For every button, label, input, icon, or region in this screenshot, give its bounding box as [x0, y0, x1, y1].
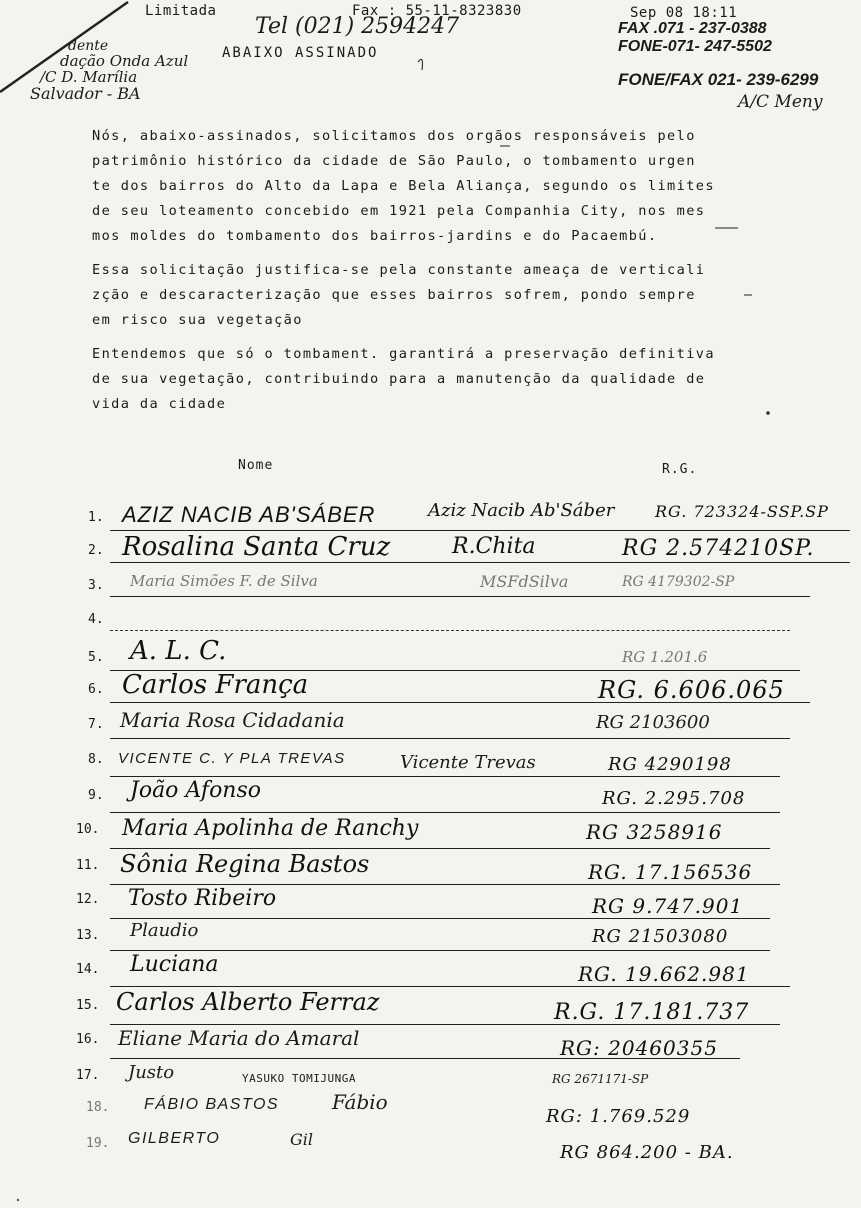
rg-number: R.G. 17.181.737	[554, 1000, 750, 1025]
document-title: ABAIXO ASSINADO	[222, 45, 379, 61]
row-number: 18.	[86, 1100, 110, 1115]
rg-number: RG 4290198	[608, 754, 732, 775]
signer-name: Maria Rosa Cidadania	[120, 708, 345, 732]
body-line: Essa solicitação justifica-se pela constante ameaça de verticali	[92, 262, 706, 278]
signer-name: GILBERTO	[128, 1130, 221, 1147]
rg-number: RG 1.201.6	[622, 648, 708, 666]
rg-number: RG. 6.606.065	[598, 676, 785, 704]
signer-name: Eliane Maria do Amaral	[118, 1026, 360, 1050]
signer-name: João Afonso	[130, 778, 262, 803]
row-number: 15.	[76, 998, 100, 1013]
row-number: 11.	[76, 858, 100, 873]
signature: Aziz Nacib Ab'Sáber	[428, 500, 615, 521]
sender-line-4: Salvador - BA	[30, 84, 141, 103]
body-line: Entendemos que só o tombament. garantirá a preservação definitiva	[92, 346, 715, 362]
sender-line-2: dação Onda Azul	[60, 52, 189, 70]
signer-name: AZIZ NACIB AB'SÁBER	[122, 502, 376, 527]
row-number: 19.	[86, 1136, 110, 1151]
signer-name: Maria Simões F. de Silva	[130, 572, 318, 590]
body-line: de seu loteamento concebido em 1921 pela Companhia City, nos mes	[92, 203, 706, 219]
signer-name: Sônia Regina Bastos	[120, 850, 370, 878]
row-number: 3.	[88, 578, 104, 593]
body-line: em risco sua vegetação	[92, 312, 303, 328]
row-number: 14.	[76, 962, 100, 977]
body-line: vida da cidade	[92, 396, 227, 412]
signature: Fábio	[332, 1090, 388, 1114]
attention-handwritten: A/C Meny	[738, 92, 823, 112]
signer-name: Luciana	[130, 952, 219, 977]
signature: R.Chita	[452, 534, 536, 559]
row-number: 7.	[88, 717, 104, 732]
row-number: 16.	[76, 1032, 100, 1047]
row-number: 5.	[88, 650, 104, 665]
body-line: te dos bairros do Alto da Lapa e Bela Aliança, segundo os limites	[92, 178, 715, 194]
row-number: 9.	[88, 788, 104, 803]
rg-number: RG 2671171-SP	[552, 1072, 649, 1086]
fone-line-handwritten: FONE-071- 247-5502	[618, 38, 772, 55]
row-number: 10.	[76, 822, 100, 837]
row-number: 4.	[88, 612, 104, 627]
rg-number: RG: 20460355	[560, 1036, 718, 1060]
body-line: patrimônio histórico da cidade de São Paulo, o tombamento urgen	[92, 153, 696, 169]
fax-line-handwritten: FAX .071 - 237-0388	[618, 20, 767, 37]
body-line: Nós, abaixo-assinados, solicitamos dos orgãos responsáveis pelo	[92, 128, 696, 144]
fone-fax-handwritten: FONE/FAX 021- 239-6299	[618, 70, 819, 89]
rg-number: RG: 1.769.529	[546, 1106, 691, 1127]
rg-number: RG. 17.156536	[588, 860, 753, 884]
signer-name: Carlos Alberto Ferraz	[116, 988, 380, 1016]
signer-name: Justo	[128, 1062, 175, 1083]
fax-number: Fax : 55-11-8323830	[352, 3, 522, 19]
signer-name: Maria Apolinha de Ranchy	[122, 816, 419, 841]
body-line: mos moldes do tombamento dos bairros-jardins e do Pacaembú.	[92, 228, 658, 244]
signer-name: Plaudio	[130, 920, 199, 941]
rg-number: RG 21503080	[592, 926, 729, 947]
rg-number: RG 2103600	[596, 712, 710, 733]
rg-number: RG. 2.295.708	[602, 788, 746, 809]
signature: Vicente Trevas	[400, 752, 536, 773]
rg-number: RG 3258916	[586, 820, 723, 844]
row-number: 2.	[88, 543, 104, 558]
signer-name: Carlos França	[122, 670, 309, 700]
signer-name: Rosalina Santa Cruz	[122, 532, 391, 562]
row-number: 13.	[76, 928, 100, 943]
signer-name: VICENTE C. Y PLA TREVAS	[118, 750, 346, 767]
rg-number: RG. 723324-SSP.SP	[655, 502, 829, 521]
rg-number: RG 2.574210SP.	[622, 536, 815, 561]
body-line: zção e descaracterização que esses bairros sofrem, pondo sempre	[92, 287, 696, 303]
body-line: de sua vegetação, contribuindo para a manutenção da qualidade de	[92, 371, 706, 387]
signer-name: FÁBIO BASTOS	[144, 1096, 280, 1113]
signer-name: A. L. C.	[130, 636, 227, 666]
row-number: 12.	[76, 892, 100, 907]
column-header-name: Nome	[238, 458, 274, 473]
row-number: 6.	[88, 682, 104, 697]
signature: Gil	[290, 1130, 314, 1149]
tel-handwritten: Tel (021) 2594247	[255, 14, 460, 39]
column-header-rg: R.G.	[662, 462, 698, 477]
row-number: 8.	[88, 752, 104, 767]
rg-number: RG. 19.662.981	[578, 962, 750, 986]
fax-date-time: Sep 08 18:11	[630, 5, 738, 21]
fax-company: Limitada	[145, 3, 217, 19]
sender-line-3: /C D. Marília	[40, 68, 138, 86]
signer-name: Tosto Ribeiro	[128, 886, 277, 911]
row-number: 1.	[88, 510, 104, 525]
rg-number: RG 9.747.901	[592, 894, 744, 918]
signature: MSFdSilva	[480, 572, 569, 591]
sender-line-1: dente	[68, 38, 109, 54]
signature: YASUKO TOMIJUNGA	[242, 1072, 356, 1085]
rg-number: RG 864.200 - BA.	[560, 1142, 734, 1163]
row-number: 17.	[76, 1068, 100, 1083]
rg-number: RG 4179302-SP	[622, 574, 735, 590]
